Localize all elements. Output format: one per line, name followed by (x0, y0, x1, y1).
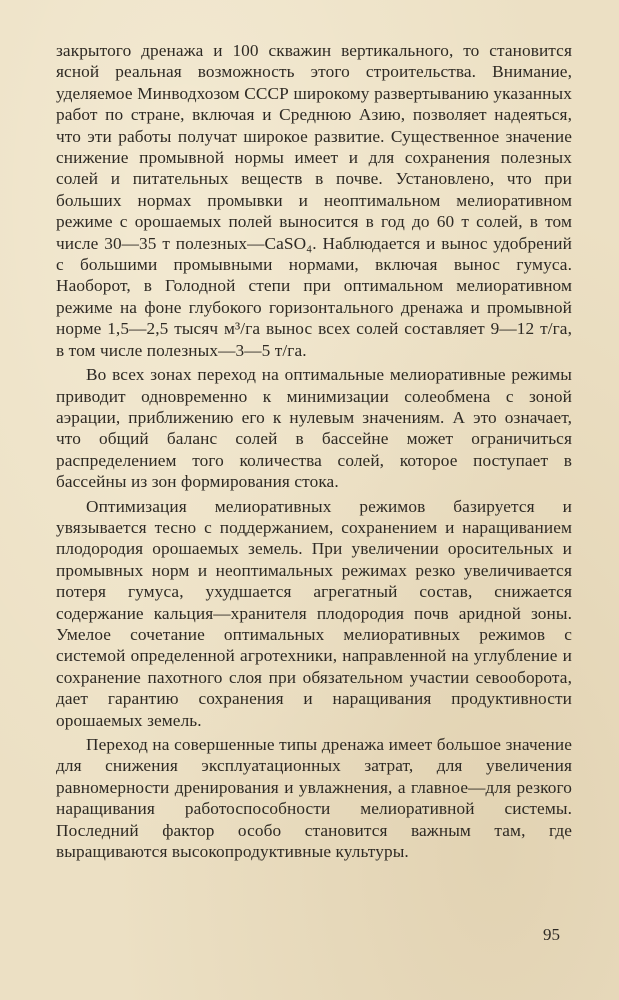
text-column (56, 40, 572, 862)
paragraph-optimal-regimes: Во всех зонах переход на оптимальные мелиоративные режимы приводит одновременно к минимизации солеобмена с зоной аэрации, приближению его к нулевым значениям. А это означает, что общий баланс солей в бассейне может ограничиться распределением того количества солей, которое поступает в бассейны из зон формирования стока. (56, 365, 572, 492)
paragraph-drainage-transition: Переход на совершенные типы дренажа имеет большое значение для снижения эксплуатационных затрат, для увеличения равномерности дренирования и увлажнения, а главное—для резкого наращивания работоспособности мелиоративной системы. Последний фактор особо становится важным там, где выращиваются высокопродуктивные культуры. (56, 735, 572, 862)
paragraph-optimization: Оптимизация мелиоративных режимов базируется и увязывается тесно с поддержанием, сохранением и наращиванием плодородия орошаемых земель. При увеличении оросительных и промывных норм и неоптимальных режимах резко увеличивается потеря гумуса, ухудшается агрегатный состав, снижается содержание кальция—хранителя плодородия почв аридной зоны. Умелое сочетание оптимальных мелиоративных режимов с системой определенной агротехники, направленной на углубление и сохранение пахотного слоя при обязательном участии севооборота, дает гарантию сохранения и наращивания продуктивности орошаемых земель. (56, 496, 572, 730)
paragraph-continuation: закрытого дренажа и 100 скважин вертикального, то становится ясной реальная возможность этого строительства. Внимание, уделяемое Минводхозом СССР широкому развертыванию указанных работ по стране, включая и Среднюю Азию, позволяет надеяться, что эти работы получат широкое развитие. Существенное значение снижение промывной нормы имеет и для сохранения полезных солей и питательных веществ в почве. Установлено, что при больших нормах промывки и неоптимальном мелиоративном режиме с орошаемых полей выносится в год до 60 т солей, в том числе 30—35 т полезных—CaSO₄. Наблюдается и вынос удобрений с большими промывными нормами, включая вынос гумуса. Наоборот, в Голодной степи при оптимальном мелиоративном режиме на фоне глубокого горизонтального дренажа и промывной норме 1,5—2,5 тысяч м³/га вынос всех солей составляет 9—12 т/га, в том числе полезных—3—5 т/га. (56, 41, 572, 360)
page-number: 95 (543, 925, 560, 944)
